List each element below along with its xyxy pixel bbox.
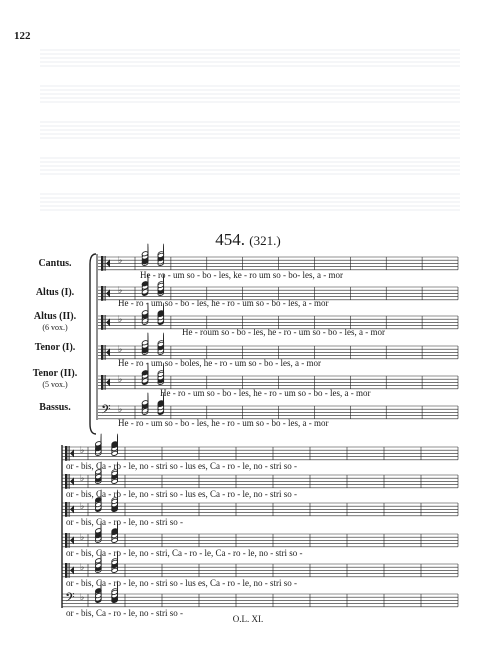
system1-clef-3 xyxy=(106,348,110,356)
system2-clef-4 xyxy=(69,563,70,578)
lyrics-s1-bassus: He - ro - um so - bo - les, he - ro - um so - bo - les, a - mor xyxy=(118,418,329,428)
flat-sign: ♭ xyxy=(118,314,123,324)
system2-clef-3 xyxy=(69,533,70,548)
lyrics-s2-altus-1: or - bis, Ca - ro - le, no - stri so - lus es, Ca - ro - le, no - stri so - xyxy=(66,489,297,499)
voice-label-tenor-1: Tenor (I). xyxy=(34,342,76,353)
system2-clef-0 xyxy=(65,446,67,461)
system1-clef-0 xyxy=(105,256,106,271)
voice-label-altus-1: Altus (I). xyxy=(35,287,75,298)
lyrics-s1-cantus: He - ro - um so - bo - les, ke - ro um so - bo- les, a - mor xyxy=(140,270,343,280)
system1-clef-1 xyxy=(101,286,103,301)
lyrics-s2-cantus: or - bis, Ca - ro - le, no - stri so - lus es, Ca - ro - le, no - stri so - xyxy=(66,461,297,471)
flat-sign: ♭ xyxy=(80,562,85,572)
piece-catalog-number: (321.) xyxy=(249,233,281,248)
lyrics-s2-tenor-2: or - bis, Ca - ro - le, no - stri so - lus es, Ca - ro - le, no - stri so - xyxy=(66,578,297,588)
system2-clef-4 xyxy=(65,563,67,578)
system1-clef-4 xyxy=(101,375,103,390)
flat-sign: ♭ xyxy=(80,473,85,483)
flat-sign: ♭ xyxy=(118,344,123,354)
system1-clef-2 xyxy=(105,315,106,330)
flat-sign: ♭ xyxy=(118,255,123,265)
system1-clef-4 xyxy=(106,378,110,386)
voice-label-bassus: Bassus. xyxy=(39,402,71,413)
flat-sign: ♭ xyxy=(118,404,123,414)
system2-clef-1 xyxy=(69,474,70,489)
system1-clef-1 xyxy=(106,289,110,297)
system1-clef-5: 𝄢 xyxy=(101,402,111,420)
system1-clef-3 xyxy=(101,345,103,360)
footer-signature: O.L. XI. xyxy=(232,614,264,624)
lyrics-s1-tenor-2: He - ro - um so - bo - les, he - ro - um so - bo - les, a - mor xyxy=(160,388,371,398)
lyrics-s1-altus-1: He - ro - um so - bo - les, he - ro - um so - bo - les, a - mor xyxy=(118,298,329,308)
system2-clef-0 xyxy=(69,446,70,461)
system1-clef-2 xyxy=(101,315,103,330)
system2-clef-3 xyxy=(65,533,67,548)
system2-clef-4 xyxy=(70,566,74,574)
system2-clef-1 xyxy=(65,474,67,489)
system1-clef-3 xyxy=(105,345,106,360)
flat-sign: ♭ xyxy=(80,532,85,542)
system1-clef-0 xyxy=(106,259,110,267)
system2-clef-3 xyxy=(70,536,74,544)
voice-label-tenor-2: Tenor (II). (5 vox.) xyxy=(32,368,78,389)
lyrics-s2-tenor-1: or - bis, Ca - ro - le, no - stri, Ca - ro - le, Ca - ro - le, no - stri so - xyxy=(66,548,303,558)
system2-clef-0 xyxy=(70,449,74,457)
system1-clef-0 xyxy=(101,256,103,271)
voice-label-altus-2: Altus (II). (6 vox.) xyxy=(33,311,77,332)
flat-sign: ♭ xyxy=(118,374,123,384)
flat-sign: ♭ xyxy=(118,285,123,295)
page-number: 122 xyxy=(14,30,31,42)
lyrics-s1-altus-2: He - roum so - bo - les, he - ro - um so - bo - les, a - mor xyxy=(182,327,385,337)
system1-bracket xyxy=(90,254,96,434)
lyrics-s2-bassus: or - bis, Ca - ro - le, no - stri so - xyxy=(66,608,183,618)
lyrics-s1-tenor-1: He - ro - um so - boles, he - ro - um so - bo - les, a - mor xyxy=(118,358,321,368)
system1-clef-4 xyxy=(105,375,106,390)
flat-sign: ♭ xyxy=(80,501,85,511)
system2-clef-2 xyxy=(65,502,67,517)
system1-clef-1 xyxy=(105,286,106,301)
system2-clef-2 xyxy=(70,505,74,513)
lyrics-s2-altus-2: or - bis, Ca - ro - le, no - stri so - xyxy=(66,517,183,527)
voice-label-cantus: Cantus. xyxy=(38,258,72,269)
piece-number: 454. xyxy=(215,230,246,249)
system1-clef-2 xyxy=(106,318,110,326)
flat-sign: ♭ xyxy=(80,445,85,455)
system2-clef-2 xyxy=(69,502,70,517)
system2-clef-5: 𝄢 xyxy=(65,590,75,608)
flat-sign: ♭ xyxy=(80,592,85,602)
system2-clef-1 xyxy=(70,477,74,485)
